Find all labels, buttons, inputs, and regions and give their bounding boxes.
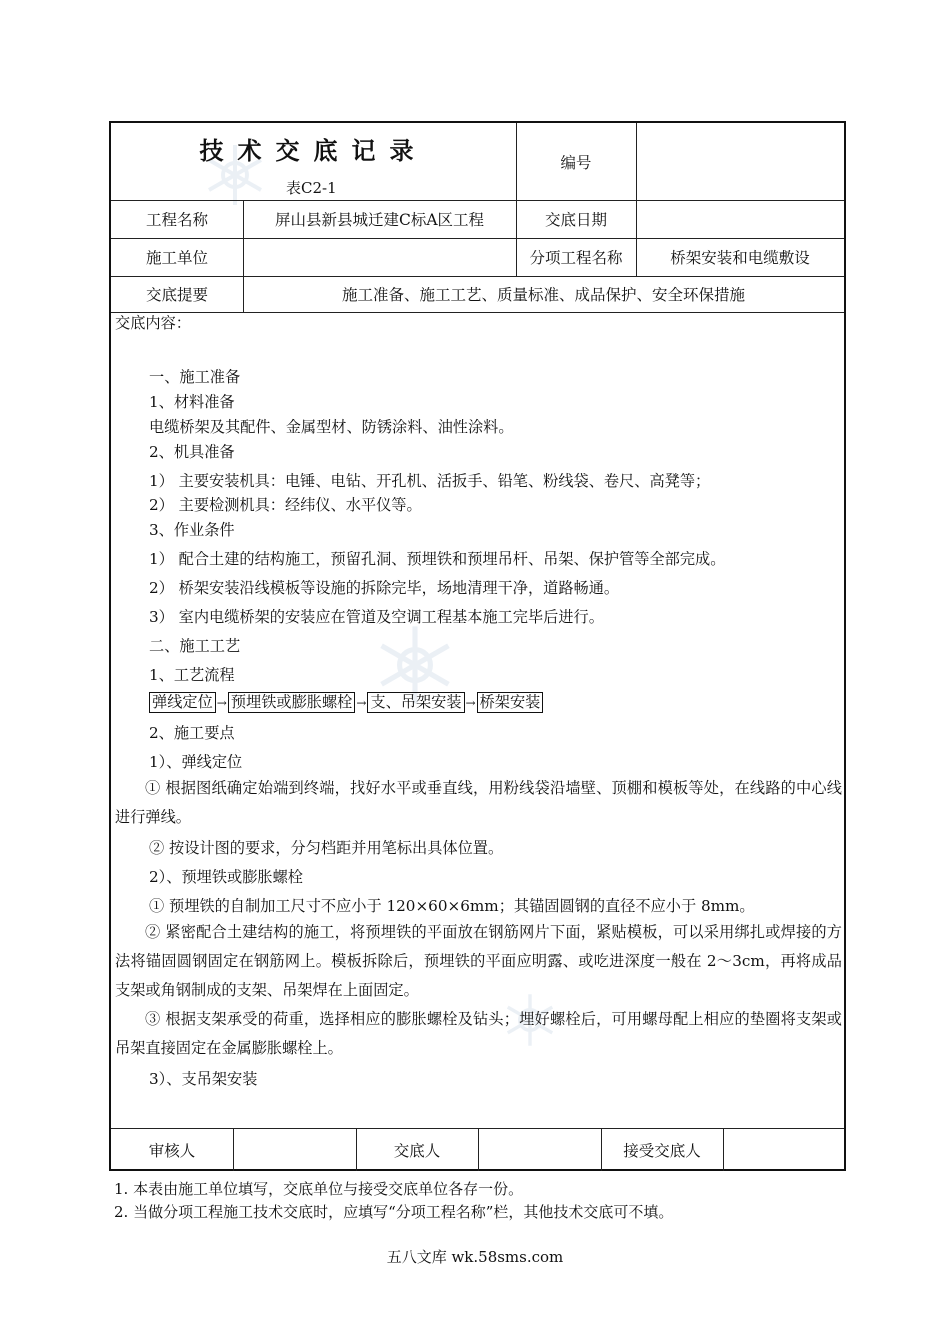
content-line: 1） 配合土建的结构施工，预留孔洞、预埋铁和预埋吊杆、吊架、保护管等全部完成。	[149, 550, 726, 568]
content-line: 2、机具准备	[149, 443, 235, 461]
reviewer-label: 审核人	[148, 1141, 196, 1160]
reviewer-value[interactable]	[233, 1128, 356, 1171]
content-heading: 交底内容：	[115, 314, 191, 332]
flow-step: 支、吊架安装	[367, 692, 464, 713]
form-title: 技术交底记录	[199, 137, 428, 165]
content-line: 2、施工要点	[149, 724, 235, 742]
flow-arrow-icon: →	[465, 695, 476, 710]
subproject-label: 分项工程名称	[529, 249, 623, 267]
summary-value[interactable]: 施工准备、施工工艺、质量标准、成品保护、安全环保措施	[341, 286, 745, 304]
content-paragraph: ① 根据图纸确定始端到终端，找好水平或垂直线，用粉线袋沿墙壁、顶棚和模板等处，在线路的中心线进行弹线。	[115, 779, 842, 826]
content-line: ② 按设计图的要求，分匀档距并用笔标出具体位置。	[149, 839, 504, 857]
content-line: 2） 主要检测机具：经纬仪、水平仪等。	[149, 496, 422, 514]
unit-value[interactable]	[243, 238, 516, 276]
flow-step: 弹线定位	[149, 692, 216, 713]
footnote: 2. 当做分项工程施工技术交底时，应填写“分项工程名称”栏，其他技术交底可不填。	[114, 1203, 674, 1221]
number-label: 编号	[560, 153, 592, 172]
flow-arrow-icon: →	[216, 695, 227, 710]
flow-step: 预埋铁或膨胀螺栓	[228, 692, 356, 713]
receiver-value[interactable]	[723, 1128, 844, 1171]
summary-label: 交底提要	[145, 286, 208, 304]
disclosure-form	[109, 121, 846, 1171]
content-line: 1、工艺流程	[149, 666, 235, 684]
flow-step: 桥架安装	[477, 692, 544, 713]
content-line: 二、施工工艺	[149, 637, 241, 655]
discloser-value[interactable]	[478, 1128, 601, 1171]
content-line: 1） 主要安装机具：电锤、电钻、开孔机、活扳手、铅笔、粉线袋、卷尺、高凳等；	[149, 472, 711, 490]
subproject-value[interactable]: 桥架安装和电缆敷设	[670, 249, 810, 267]
content-paragraph: ② 紧密配合土建结构的施工，将预埋铁的平面放在钢筋网片下面，紧贴模板，可以采用绑扎或焊接的方法将锚固圆钢固定在钢筋网上。模板拆除后，预埋铁的平面应明露、或吃进深度一般在 2～3cm，再将成品支架或角钢制成的支架、吊架焊在上面固定。	[115, 923, 842, 999]
unit-label: 施工单位	[145, 249, 208, 267]
flow-arrow-icon: →	[356, 695, 367, 710]
number-value[interactable]	[636, 123, 844, 200]
project-name-label: 工程名称	[145, 211, 208, 229]
discloser-label: 交底人	[393, 1141, 441, 1160]
project-name-value[interactable]: 屏山县新县城迁建C标A区工程	[274, 211, 485, 229]
footnote: 1. 本表由施工单位填写，交底单位与接受交底单位各存一份。	[114, 1180, 524, 1198]
content-line: 2） 桥架安装沿线模板等设施的拆除完毕，场地清理干净，道路畅通。	[149, 579, 620, 597]
content-line: 3） 室内电缆桥架的安装应在管道及空调工程基本施工完毕后进行。	[149, 608, 604, 626]
content-line: 电缆桥架及其配件、金属型材、防锈涂料、油性涂料。	[149, 418, 514, 436]
footer-site: 五八文库 wk.58sms.com	[386, 1248, 564, 1266]
content-line: 3、作业条件	[149, 521, 235, 539]
receiver-label: 接受交底人	[623, 1141, 701, 1160]
content-line: 2）、预埋铁或膨胀螺栓	[149, 868, 303, 886]
content-line: 1）、弹线定位	[149, 753, 243, 771]
content-line: 一、施工准备	[149, 368, 241, 386]
content-line: 1、材料准备	[149, 393, 235, 411]
form-code: 表C2-1	[286, 179, 337, 197]
date-label: 交底日期	[544, 211, 607, 229]
date-value[interactable]	[636, 200, 844, 238]
content-paragraph: ③ 根据支架承受的荷重，选择相应的膨胀螺栓及钻头；埋好螺栓后，可用螺母配上相应的垫圈将支架或吊架直接固定在金属膨胀螺栓上。	[115, 1010, 842, 1057]
process-flow	[149, 692, 543, 713]
content-line: ① 预埋铁的自制加工尺寸不应小于 120×60×6mm；其锚固圆钢的直径不应小于 8mm。	[149, 897, 755, 915]
content-line: 3）、支吊架安装	[149, 1070, 258, 1088]
